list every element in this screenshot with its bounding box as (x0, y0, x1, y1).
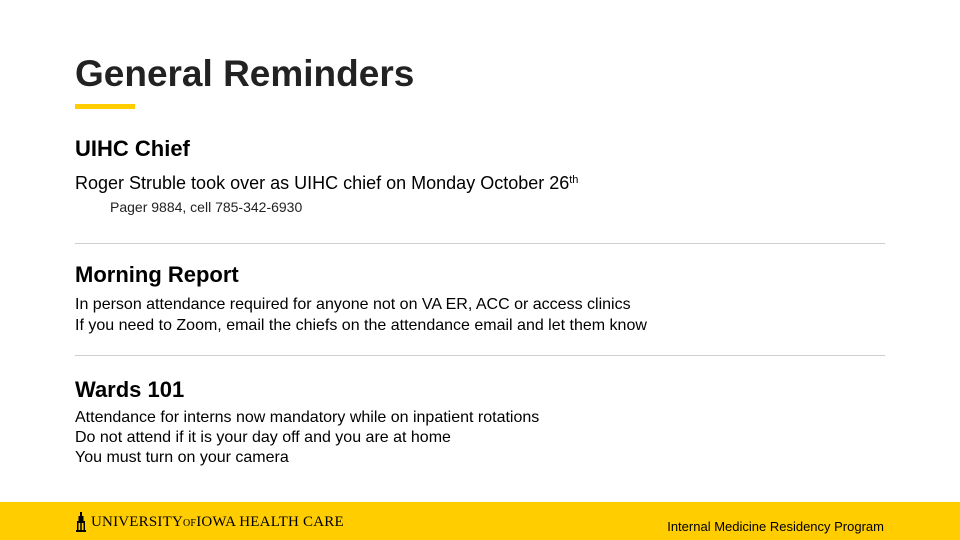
section-heading-wards-101: Wards 101 (75, 377, 185, 402)
section-line: If you need to Zoom, email the chiefs on the attendance email and let them know (75, 317, 647, 334)
section-line: In person attendance required for anyone not on VA ER, ACC or access clinics (75, 296, 631, 313)
section-divider (75, 243, 885, 244)
logo-text-iowa-health-care: IOWA HEALTH CARE (196, 513, 344, 530)
section-heading-uihc-chief: UIHC Chief (75, 136, 190, 161)
university-logo (76, 511, 344, 533)
section-line-text: Roger Struble took over as UIHC chief on Monday October 26 (75, 173, 570, 193)
section-subline: Pager 9884, cell 785-342-6930 (110, 199, 303, 215)
logo-text-university: UNIVERSITY (91, 513, 183, 530)
footer-bar (0, 502, 960, 540)
section-line: Do not attend if it is your day off and you are at home (75, 429, 451, 446)
logo-wordmark (91, 514, 344, 531)
program-name: Internal Medicine Residency Program (667, 519, 884, 534)
section-line: Attendance for interns now mandatory while on inpatient rotations (75, 409, 540, 426)
section-heading-morning-report: Morning Report (75, 262, 239, 287)
section-divider (75, 355, 885, 356)
section-line: You must turn on your camera (75, 449, 289, 466)
logo-text-of: OF (183, 517, 197, 529)
section-line (75, 169, 578, 194)
ordinal-suffix: th (569, 174, 579, 186)
title-accent-bar (75, 104, 135, 109)
old-capitol-icon (76, 512, 86, 532)
slide-title: General Reminders (75, 53, 415, 94)
